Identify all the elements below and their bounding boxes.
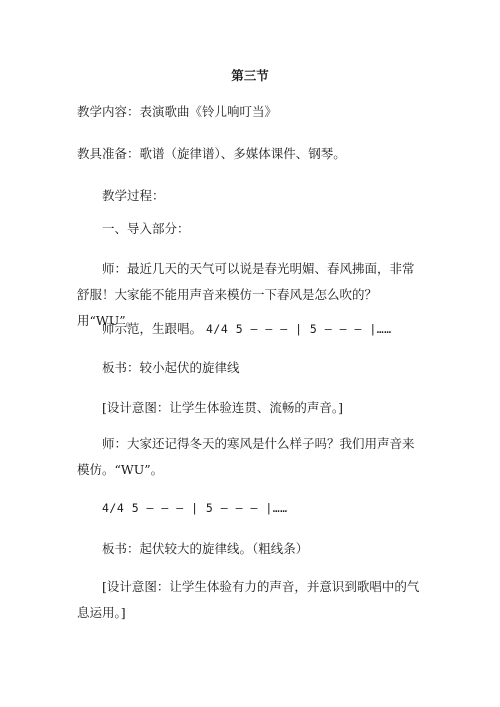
score-notation-1: 4/4 5 — — — | 5 — — — |……: [206, 322, 392, 336]
teacher-paragraph-2: 师：大家还记得冬天的寒风是什么样子吗？我们用声音来模仿。“WU”。: [77, 436, 415, 477]
demo-line: [102, 319, 462, 339]
design-intent-2: [设计意图：让学生体验有力的声音，并意识到歌唱中的气息运用。]: [77, 579, 420, 620]
teaching-tools: 教具准备：歌谱（旋律谱）、多媒体课件、钢琴。: [77, 146, 346, 161]
section-intro-heading: 一、导入部分：: [102, 221, 190, 236]
demo-prefix: 师示范，生跟唱。: [102, 321, 203, 336]
board-note-1: 板书：较小起伏的旋律线: [102, 360, 240, 375]
teaching-process-label: 教学过程：: [102, 188, 165, 203]
design-intent-1: [设计意图：让学生体验连贯、流畅的声音。]: [102, 400, 344, 415]
teaching-content: 教学内容：表演歌曲《铃儿响叮当》: [77, 104, 278, 119]
board-note-2: 板书：起伏较大的旋律线。（粗线条）: [102, 541, 309, 556]
teacher-paragraph-1: 师：最近几天的天气可以说是春光明媚、春风拂面，非常舒服！大家能不能用声音来模仿一下春风是怎么吹的？用“WU”。: [77, 261, 415, 328]
score-notation-2: 4/4 5 — — — | 5 — — — |……: [102, 501, 288, 515]
section-title: 第三节: [231, 68, 269, 83]
